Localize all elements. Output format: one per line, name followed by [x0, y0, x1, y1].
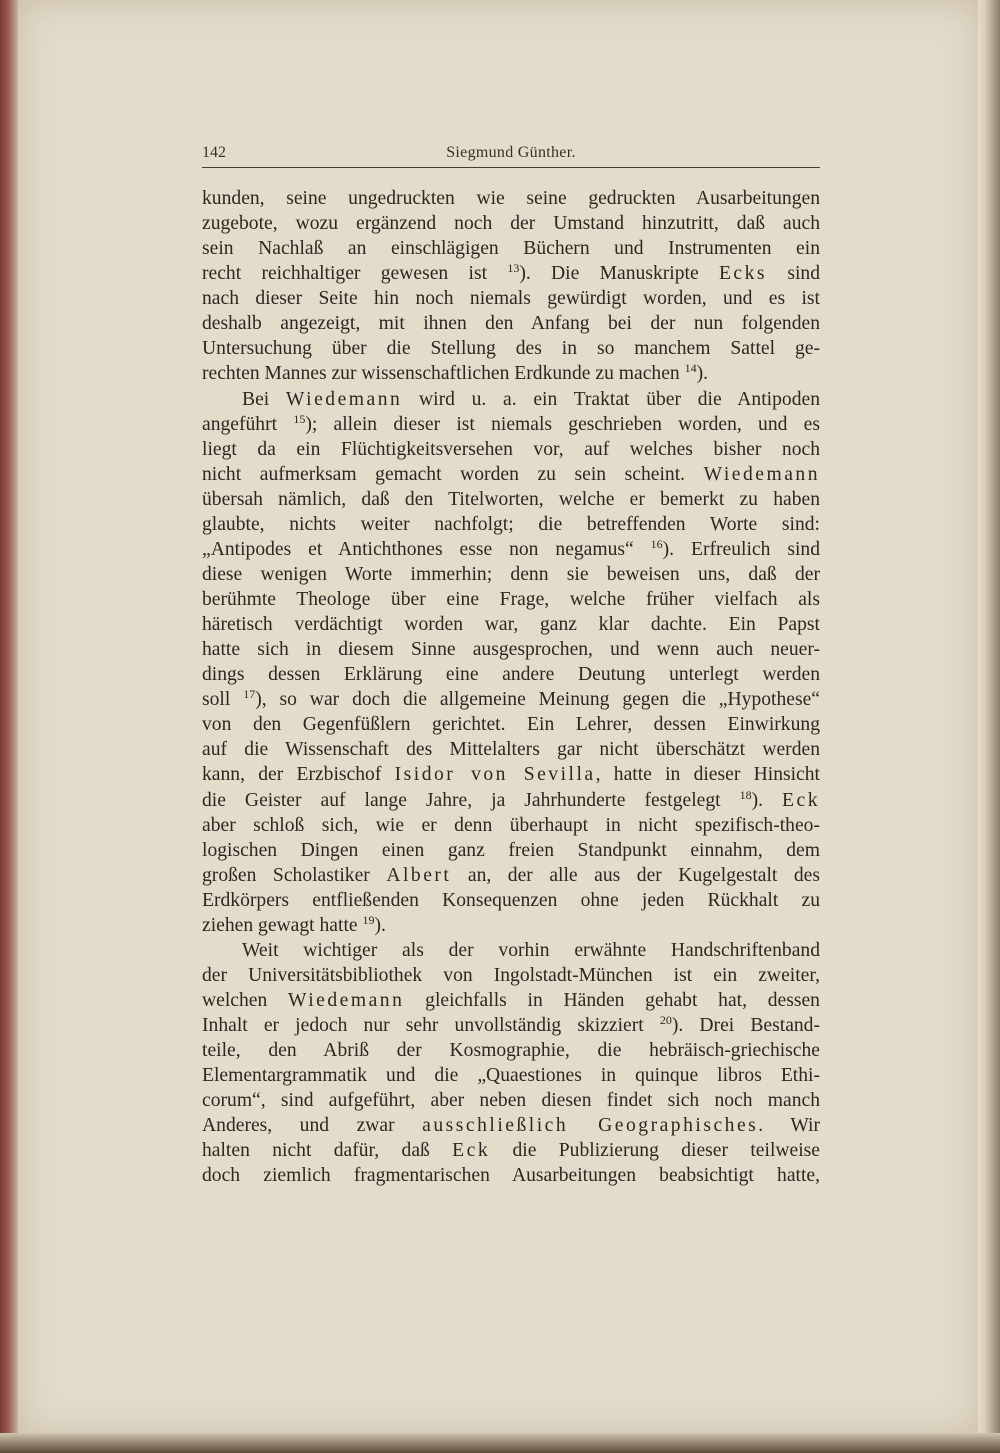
text-segment: deshalb angezeigt, mit ihnen den Anfang bei der nun folgenden: [202, 313, 820, 335]
footnote-ref: 19: [362, 912, 375, 927]
text-segment: rechten Mannes zur wissenschaftlichen Erdkunde zu machen: [202, 363, 685, 385]
text-segment: sind: [767, 263, 821, 285]
spaced-name: Wiedemann: [703, 463, 820, 485]
running-head: Siegmund Günther.: [446, 144, 576, 161]
footnote-ref: 16: [650, 536, 663, 551]
text-segment: diese wenigen Worte immerhin; denn sie beweisen uns, daß der: [202, 563, 820, 585]
text-segment: ); allein dieser ist niemals geschrieben worden, und es: [305, 413, 820, 435]
text-segment: auf die Wissenschaft des Mittelalters gar nicht überschätzt werden: [202, 739, 820, 761]
text-line: [202, 587, 820, 612]
text-line: [202, 888, 820, 913]
text-line: [202, 562, 820, 587]
text-line: [202, 1088, 820, 1113]
text-segment: ).: [374, 914, 386, 936]
text-segment: zugebote, wozu ergänzend noch der Umstand hinzutritt, daß auch: [202, 213, 820, 235]
text-segment: logischen Dingen einen ganz freien Standpunkt einnahm, dem: [202, 839, 820, 861]
footnote-ref: 15: [293, 411, 306, 426]
text-segment: , hatte in dieser Hinsicht: [595, 764, 820, 786]
footnote-ref: 17: [243, 687, 256, 702]
text-segment: Erdkörpers entfließenden Konsequenzen ohne jeden Rückhalt zu: [202, 889, 820, 911]
text-segment: die Geister auf lange Jahre, ja Jahrhunderte festgelegt: [202, 789, 740, 811]
text-segment: der Universitätsbibliothek von Ingolstadt-München ist ein zweiter,: [202, 964, 820, 986]
text-line: [202, 361, 820, 386]
footnote-ref: 13: [507, 261, 520, 276]
text-line: [202, 662, 820, 687]
text-line: [202, 1038, 820, 1063]
text-line: [202, 1138, 820, 1163]
text-line: [202, 612, 820, 637]
text-line: [202, 236, 820, 261]
text-line: [202, 311, 820, 336]
text-segment: . Wir: [758, 1115, 820, 1137]
book-edge-bottom: [0, 1433, 1000, 1453]
footnote-ref: 20: [659, 1013, 672, 1028]
text-segment: ). Die Manuskripte: [519, 263, 719, 285]
spaced-name: Isidor von Sevilla: [394, 764, 596, 786]
text-segment: die Publizierung dieser teilweise: [490, 1140, 821, 1162]
spaced-name: Ecks: [718, 263, 768, 285]
body-text: [202, 186, 820, 1189]
text-segment: häretisch verdächtigt worden war, ganz klar dachte. Ein Papst: [202, 614, 820, 636]
spaced-name: ausschließlich Geographisches: [422, 1115, 759, 1137]
text-segment: wird u. a. ein Traktat über die Antipoden: [402, 388, 821, 410]
text-segment: gleichfalls in Händen gehabt hat, dessen: [404, 990, 820, 1011]
text-segment: halten nicht dafür, daß: [202, 1140, 453, 1162]
text-segment: angeführt: [202, 413, 294, 435]
text-line: [202, 913, 820, 938]
spaced-name: Eck: [782, 789, 820, 811]
text-segment: teile, den Abriß der Kosmographie, die hebräisch-griechische: [202, 1040, 820, 1062]
spaced-name: Eck: [452, 1140, 491, 1162]
text-line: [202, 437, 820, 462]
text-segment: glaubte, nichts weiter nachfolgt; die betreffenden Worte sind:: [202, 513, 820, 535]
text-segment: Inhalt er jedoch nur sehr unvollständig skizziert: [202, 1015, 660, 1037]
text-segment: liegt da ein Flüchtigkeitsversehen vor, auf welches bisher noch: [202, 438, 820, 460]
spaced-name: Wiedemann: [285, 388, 403, 410]
text-segment: nach dieser Seite hin noch niemals gewürdigt worden, und es ist: [202, 288, 820, 310]
text-segment: corum“, sind aufgeführt, aber neben diesen findet sich noch manch: [202, 1090, 820, 1112]
text-line: [202, 863, 820, 888]
text-line: [202, 462, 820, 487]
text-segment: ). Drei Bestand-: [671, 1015, 821, 1037]
text-line: [202, 737, 820, 762]
text-line: [202, 1063, 820, 1088]
text-segment: hatte sich in diesem Sinne ausgesprochen, und wenn auch neuer-: [202, 639, 820, 661]
page-number: 142: [202, 144, 226, 161]
text-segment: ). Erfreulich sind: [662, 538, 820, 560]
text-segment: „Antipodes et Antichthones esse non negamus“: [202, 538, 651, 560]
text-segment: Untersuchung über die Stellung des in so manchem Sattel ge-: [202, 338, 820, 360]
text-segment: Elementargrammatik und die „Quaestiones in quinque libros Ethi-: [202, 1065, 820, 1087]
text-line: [202, 412, 820, 437]
text-line: [202, 1113, 820, 1138]
text-segment: kann, der Erzbischof: [202, 764, 395, 786]
text-line: [202, 537, 820, 562]
text-segment: ), so war doch die allgemeine Meinung gegen die „Hypothese“: [255, 689, 820, 711]
spaced-name: Albert: [386, 864, 452, 886]
text-segment: aber schloß sich, wie er denn überhaupt in nicht spezifisch-theo-: [202, 814, 820, 836]
text-line: [202, 988, 820, 1013]
text-segment: welchen: [202, 990, 289, 1011]
text-segment: übersah nämlich, daß den Titelworten, welche er bemerkt zu haben: [202, 488, 820, 510]
text-segment: Anderes, und zwar: [202, 1115, 423, 1137]
text-line: [202, 813, 820, 838]
page-header: [202, 144, 820, 168]
book-edge-left: [0, 0, 20, 1453]
text-segment: sein Nachlaß an einschlägigen Büchern und Instrumenten ein: [202, 238, 820, 260]
text-line: [202, 387, 820, 412]
text-line: [202, 712, 820, 737]
text-segment: recht reichhaltiger gewesen ist: [202, 263, 508, 285]
footnote-ref: 14: [684, 361, 697, 376]
text-line: [202, 487, 820, 512]
footnote-ref: 18: [739, 787, 752, 802]
text-line: [202, 211, 820, 236]
text-segment: soll: [202, 689, 244, 711]
text-line: [202, 1163, 820, 1188]
text-segment: nicht aufmerksam gemacht worden zu sein scheint.: [202, 463, 704, 485]
text-segment: von den Gegenfüßlern gerichtet. Ein Lehrer, dessen Einwirkung: [202, 714, 820, 736]
header-rule: [202, 167, 820, 168]
text-line: [202, 512, 820, 537]
text-line: [202, 938, 820, 963]
text-segment: dings dessen Erklärung eine andere Deutung unterlegt werden: [202, 664, 820, 686]
text-segment: kunden, seine ungedruckten wie seine gedruckten Ausarbeitungen: [202, 188, 820, 209]
text-segment: ).: [696, 363, 709, 385]
text-line: [202, 261, 820, 286]
text-line: [202, 186, 820, 211]
text-segment: ziehen gewagt hatte: [202, 914, 363, 936]
text-segment: doch ziemlich fragmentarischen Ausarbeitungen beabsichtigt hatte,: [202, 1165, 820, 1187]
text-line: [202, 1013, 820, 1038]
text-segment: großen Scholastiker: [202, 864, 387, 886]
text-segment: an, der alle aus der Kugelgestalt des: [451, 864, 820, 886]
text-segment: Bei: [242, 388, 286, 410]
spaced-name: Wiedemann: [288, 990, 405, 1011]
text-line: [202, 963, 820, 988]
book-edge-right: [978, 0, 1000, 1453]
text-line: [202, 838, 820, 863]
text-line: [202, 762, 820, 787]
text-line: [202, 637, 820, 662]
text-line: [202, 286, 820, 311]
text-line: [202, 336, 820, 361]
text-segment: Weit wichtiger als der vorhin erwähnte Handschriftenband: [242, 939, 820, 961]
text-line: [202, 788, 820, 813]
text-segment: berühmte Theologe über eine Frage, welche früher vielfach als: [202, 589, 820, 610]
text-line: [202, 687, 820, 712]
text-segment: ).: [751, 789, 783, 811]
